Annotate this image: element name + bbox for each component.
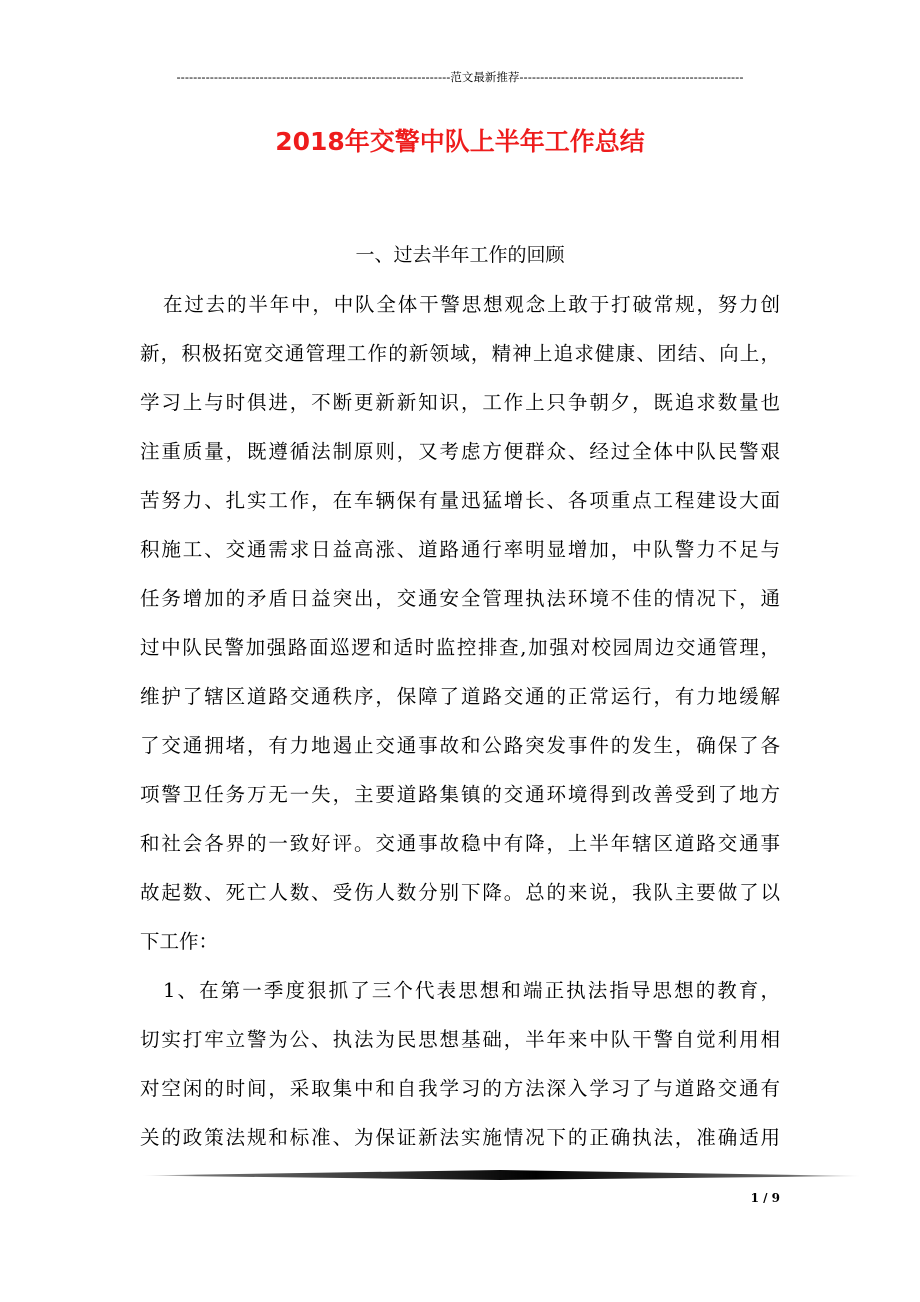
paragraph-line: 1、在第一季度狠抓了三个代表思想和端正执法指导思想的教育， <box>163 979 780 1002</box>
paragraph-line: 新，积极拓宽交通管理工作的新领域，精神上追求健康、团结、向上， <box>140 342 780 365</box>
paragraph-line: 故起数、死亡人数、受伤人数分别下降。总的来说，我队主要做了以 <box>140 881 780 904</box>
document-title: 2018年交警中队上半年工作总结 <box>275 127 645 156</box>
paragraph-line: 积施工、交通需求日益高涨、道路通行率明显增加，中队警力不足与 <box>140 538 780 561</box>
page-number: 1 / 9 <box>750 1191 780 1205</box>
footer-divider <box>140 1170 860 1180</box>
paragraph-line: 和社会各界的一致好评。交通事故稳中有降，上半年辖区道路交通事 <box>140 832 780 855</box>
paragraph-line: 注重质量，既遵循法制原则，又考虑方便群众、经过全体中队民警艰 <box>140 440 780 463</box>
paragraph-line: 任务增加的矛盾日益突出，交通安全管理执法环境不佳的情况下，通 <box>140 587 780 610</box>
paragraph-line: 维护了辖区道路交通秩序，保障了道路交通的正常运行，有力地缓解 <box>140 685 780 708</box>
paragraph-line: 项警卫任务万无一失，主要道路集镇的交通环境得到改善受到了地方 <box>140 783 780 806</box>
paragraph-line: 苦努力、扎实工作，在车辆保有量迅猛增长、各项重点工程建设大面 <box>140 489 780 512</box>
paragraph-line: 切实打牢立警为公、执法为民思想基础，半年来中队干警自觉利用相 <box>140 1028 780 1051</box>
paragraph-line: 过中队民警加强路面巡逻和适时监控排查,加强对校园周边交通管理， <box>140 636 780 659</box>
page-header: ------------------------------------------------------------------范文最新推荐------------------------------------------------------ <box>176 70 744 84</box>
section-heading: 一、过去半年工作的回顾 <box>355 244 565 266</box>
paragraph-line: 学习上与时俱进，不断更新新知识，工作上只争朝夕，既追求数量也 <box>140 391 780 414</box>
paragraph-line: 对空闲的时间，采取集中和自我学习的方法深入学习了与道路交通有 <box>140 1077 780 1100</box>
paragraph-line: 下工作： <box>140 930 219 953</box>
paragraph-line: 在过去的半年中，中队全体干警思想观念上敢于打破常规，努力创 <box>163 293 780 316</box>
paragraph-line: 了交通拥堵，有力地遏止交通事故和公路突发事件的发生，确保了各 <box>140 734 780 757</box>
paragraph-line: 关的政策法规和标准、为保证新法实施情况下的正确执法，准确适用 <box>140 1126 780 1149</box>
